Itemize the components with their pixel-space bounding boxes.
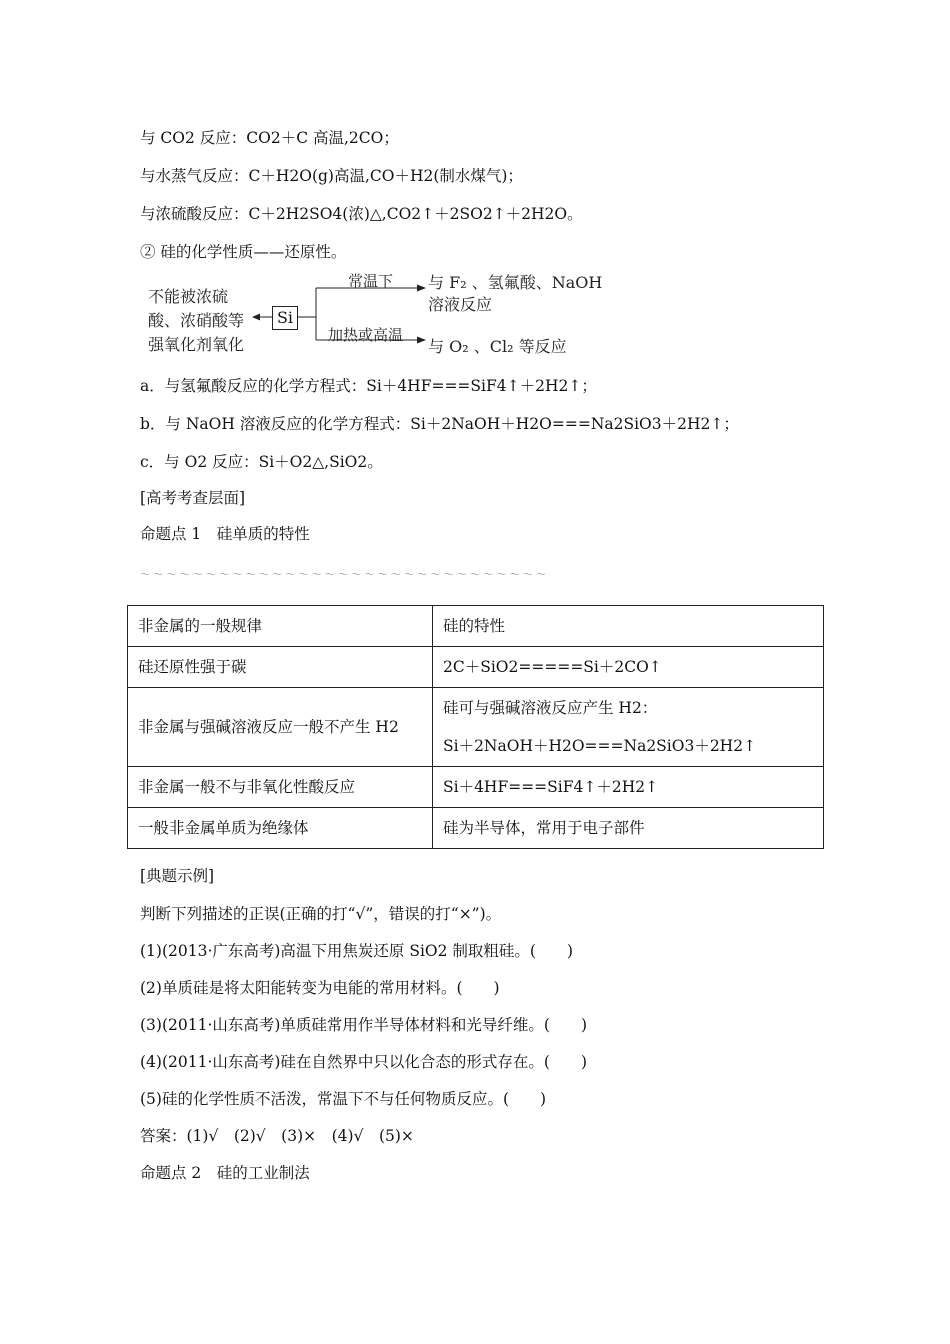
table-cell: 一般非金属单质为绝缘体 bbox=[128, 808, 433, 849]
upper-result-line-2: 溶液反应 bbox=[428, 295, 493, 314]
table-header-cell: 硅的特性 bbox=[433, 606, 824, 647]
upper-arrow-head bbox=[417, 285, 426, 292]
table-cell bbox=[433, 688, 824, 767]
table-row bbox=[128, 808, 824, 849]
table-cell-line: Si＋2NaOH＋H2O===Na2SiO3＋2H2↑ bbox=[443, 737, 757, 755]
line-hf-equation: a．与氢氟酸反应的化学方程式：Si＋4HF===SiF4↑＋2H2↑； bbox=[140, 377, 597, 395]
section-heading-exam-level: [高考考查层面] bbox=[140, 489, 246, 507]
exercise-item-4: (4)(2011·山东高考)硅在自然界中只以化合态的形式存在。( ) bbox=[140, 1053, 588, 1071]
line-sulfuric-acid-reaction: 与浓硫酸反应：C＋2H2SO4(浓)△,CO2↑＋2SO2↑＋2H2O。 bbox=[140, 205, 583, 223]
table-cell: 非金属与强碱溶液反应一般不产生 H2 bbox=[128, 688, 433, 767]
left-text-line-1: 不能被浓硫 bbox=[148, 287, 229, 306]
left-text-line-3: 强氧化剂氧化 bbox=[148, 335, 245, 354]
table-cell: 2C＋SiO2=====Si＋2CO↑ bbox=[433, 647, 824, 688]
line-si-chem-property-heading: ② 硅的化学性质——还原性。 bbox=[140, 243, 347, 261]
line-o2-equation: c．与 O2 反应：Si＋O2△,SiO2。 bbox=[140, 453, 383, 471]
answer-line: 答案：(1)√ (2)√ (3)× (4)√ (5)× bbox=[140, 1127, 414, 1145]
exercise-item-3: (3)(2011·山东高考)单质硅常用作半导体材料和光导纤维。( ) bbox=[140, 1016, 588, 1034]
topic-heading-1: 命题点 1 硅单质的特性 bbox=[140, 525, 310, 543]
table-cell: 非金属一般不与非氧化性酸反应 bbox=[128, 767, 433, 808]
line-co2-reaction: 与 CO2 反应：CO2＋C 高温,2CO； bbox=[140, 129, 399, 147]
table-row bbox=[128, 767, 824, 808]
upper-result-line-1: 与 F₂ 、氢氟酸、NaOH bbox=[428, 273, 603, 292]
exercise-item-2: (2)单质硅是将太阳能转变为电能的常用材料。( ) bbox=[140, 979, 500, 997]
table-row bbox=[128, 688, 824, 767]
si-reactivity-diagram bbox=[140, 268, 610, 360]
table-cell: Si＋4HF===SiF4↑＋2H2↑ bbox=[433, 767, 824, 808]
table-header-row bbox=[128, 606, 824, 647]
table-cell: 硅为半导体，常用于电子部件 bbox=[433, 808, 824, 849]
exercise-item-5: (5)硅的化学性质不活泼，常温下不与任何物质反应。( ) bbox=[140, 1090, 547, 1108]
table-cell: 硅还原性强于碳 bbox=[128, 647, 433, 688]
exercise-item-1: (1)(2013·广东高考)高温下用焦炭还原 SiO2 制取粗硅。( ) bbox=[140, 942, 574, 960]
lower-result: 与 O₂ 、Cl₂ 等反应 bbox=[428, 337, 567, 356]
table-cell-line: 硅可与强碱溶液反应产生 H2： bbox=[443, 699, 658, 717]
table-row bbox=[128, 647, 824, 688]
line-steam-reaction: 与水蒸气反应：C＋H2O(g)高温,CO＋H2(制水煤气)； bbox=[140, 167, 523, 185]
si-center-box: Si bbox=[272, 306, 298, 330]
table-header-cell: 非金属的一般规律 bbox=[128, 606, 433, 647]
left-text-line-2: 酸、浓硝酸等 bbox=[148, 311, 245, 330]
lower-arrow-label: 加热或高温 bbox=[328, 326, 404, 344]
lower-arrow-head bbox=[417, 337, 426, 344]
topic-heading-2: 命题点 2 硅的工业制法 bbox=[140, 1164, 310, 1182]
section-heading-examples: [典题示例] bbox=[140, 867, 215, 885]
exercise-instruction: 判断下列描述的正误(正确的打“√”，错误的打“×”)。 bbox=[140, 905, 502, 923]
wavy-underline: ～～～～～～～～～～～～～～～～～～～～～～～～～～～～～～～ bbox=[140, 570, 550, 581]
line-naoh-equation: b．与 NaOH 溶液反应的化学方程式：Si＋2NaOH＋H2O===Na2SiO3＋2H2↑； bbox=[140, 415, 739, 433]
upper-arrow-label: 常温下 bbox=[348, 272, 394, 290]
left-arrow-head bbox=[252, 314, 260, 321]
si-properties-table bbox=[127, 605, 824, 849]
